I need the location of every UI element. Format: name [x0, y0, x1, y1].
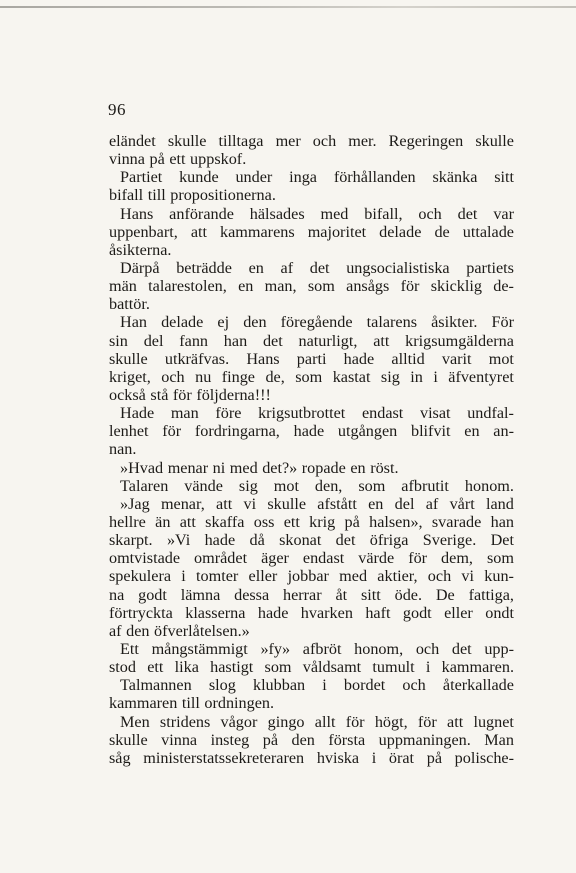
word: skulle [109, 730, 148, 749]
word: i [433, 367, 438, 386]
word: af [425, 494, 439, 513]
word: och [415, 639, 440, 658]
word: det?» [262, 458, 298, 477]
word: han [490, 512, 514, 531]
word: stod [109, 658, 136, 677]
word: talarens [366, 313, 417, 332]
word: Talmannen [120, 676, 192, 695]
word: skulle [267, 494, 307, 513]
word: det [262, 331, 283, 350]
word: bordet [343, 676, 386, 695]
word: bifall, [364, 204, 403, 223]
word: ropade [301, 458, 346, 477]
page-number: 96 [108, 100, 126, 119]
word: an- [493, 422, 514, 441]
word: den [126, 621, 150, 640]
word: mångstämmigt [151, 639, 248, 658]
word: polische- [454, 748, 514, 767]
word: de- [493, 277, 514, 296]
word: skicklig [430, 277, 482, 296]
word: krigsutbrottet [258, 404, 346, 423]
word: krig [309, 512, 336, 531]
word: dem, [441, 549, 473, 568]
word: uppmaningen. [378, 730, 471, 749]
word: öfverlåtelsen.» [154, 621, 250, 640]
word: inga [289, 168, 317, 187]
word: nan. [109, 440, 137, 459]
word: haft [365, 603, 391, 622]
word: sig [238, 476, 258, 495]
word: eländet [109, 132, 156, 150]
word: mot [488, 349, 514, 368]
word: ej [217, 313, 230, 332]
word: vi [461, 567, 475, 586]
word: för [345, 712, 365, 731]
word: godt [402, 603, 432, 622]
word: som [264, 658, 292, 677]
body-text [109, 132, 514, 767]
word: vi [243, 494, 257, 513]
word: det [451, 639, 472, 658]
word: »fy» [260, 639, 291, 658]
word: Men [120, 712, 150, 731]
word: sig [380, 367, 400, 386]
word: mer. [348, 132, 377, 150]
word: hade [343, 349, 375, 368]
word: skaffa [205, 512, 245, 531]
word: ett [147, 658, 164, 677]
word: honom, [354, 639, 404, 658]
word: af [280, 258, 294, 277]
word: fann [179, 331, 209, 350]
word: ansågs [346, 277, 390, 296]
text-line [109, 150, 514, 168]
word: i [371, 748, 377, 767]
text-line [109, 422, 514, 440]
word: »Jag [120, 494, 150, 513]
text-line [109, 477, 514, 495]
word: före [215, 404, 242, 423]
text-line [109, 513, 514, 531]
word: ett [283, 512, 300, 531]
word: nu [195, 367, 212, 386]
word: skänka [432, 168, 478, 187]
word: tomter [196, 567, 239, 586]
word: honom. [464, 476, 514, 495]
word: äfventyret [448, 367, 514, 386]
word: hade [257, 603, 289, 622]
word: med [339, 567, 368, 586]
word: och [161, 367, 185, 386]
word: det [457, 204, 478, 223]
word: klubban [252, 676, 306, 695]
word: slog [208, 676, 236, 695]
word: under [235, 168, 273, 187]
word: utgången [337, 422, 398, 441]
word: första [328, 730, 366, 749]
word: återkallade [442, 676, 514, 695]
word: svarade [431, 512, 482, 531]
text-line [109, 368, 514, 386]
word: godt [138, 585, 167, 604]
text-line [109, 658, 514, 676]
word: Man [484, 730, 514, 749]
word: våldsamt [302, 658, 362, 677]
word: afstått [317, 494, 357, 513]
word: mot [273, 476, 299, 495]
word: delade [379, 222, 422, 241]
word: parti [296, 349, 327, 368]
text-line [109, 241, 514, 259]
text-line [109, 713, 514, 731]
word: undfal- [467, 404, 514, 423]
word: åsikter. [431, 313, 478, 332]
text-line [109, 223, 514, 241]
word: värde [358, 549, 395, 568]
word: naturligt, [298, 331, 358, 350]
word: vände [184, 476, 223, 495]
word: män [109, 277, 137, 296]
word: allt [314, 712, 336, 731]
text-line [109, 731, 514, 749]
word: kammarens [220, 222, 295, 241]
text-line [109, 259, 514, 277]
word: propositionerna. [170, 186, 276, 205]
text-line [109, 313, 514, 331]
word: aktier, [377, 567, 418, 586]
word: hade [204, 531, 236, 550]
word: partiets [466, 258, 514, 277]
text-line [109, 404, 514, 422]
word: lenhet [109, 422, 149, 441]
word: de, [265, 367, 285, 386]
word: då [249, 531, 265, 550]
word: och [418, 204, 442, 223]
text-line [109, 640, 514, 658]
word: tilltaga [218, 132, 264, 150]
word: ordningen. [204, 694, 275, 713]
word: förtryckta [109, 603, 173, 622]
word: hastigt [210, 658, 254, 677]
word: på [149, 150, 165, 169]
word: stå [150, 385, 169, 404]
word: herrar [283, 585, 322, 604]
word: till [181, 694, 200, 713]
word: vågor [220, 712, 258, 731]
word: och [312, 132, 337, 150]
word: att [179, 512, 196, 531]
word: endast [302, 549, 345, 568]
text-line [109, 350, 514, 368]
word: krigsumgälderna [405, 331, 514, 350]
word: dessa [234, 585, 270, 604]
word: hälsades [249, 204, 305, 223]
word: blifvit [410, 422, 451, 441]
text-line [109, 459, 514, 477]
word: Partiet [120, 168, 163, 187]
text-line [109, 277, 514, 295]
word: sitt [360, 585, 381, 604]
word: skulle [109, 349, 148, 368]
word: att [190, 222, 207, 241]
text-line [109, 332, 514, 350]
word: fattiga, [468, 585, 514, 604]
word: ungsocialistiska [346, 258, 450, 277]
word: land [486, 494, 514, 513]
text-line [109, 205, 514, 223]
word: var [493, 204, 514, 223]
word: man [170, 404, 199, 423]
word: vinna [161, 730, 198, 749]
word: omtvistade [109, 549, 181, 568]
word: kastat [332, 367, 371, 386]
word: äger [261, 549, 289, 568]
word: som [358, 476, 386, 495]
word: lugnet [473, 712, 514, 731]
word: afbröt [302, 639, 342, 658]
word: kammaren [109, 694, 178, 713]
word: uppenbart, [109, 222, 178, 241]
text-line [109, 676, 514, 694]
text-line [109, 622, 514, 640]
text-line [109, 549, 514, 567]
word: med [320, 204, 349, 223]
word: vinna [109, 150, 145, 169]
word: Regeringen [388, 132, 464, 150]
text-line [109, 168, 514, 186]
word: förhållanden [333, 168, 416, 187]
word: örat [388, 748, 415, 767]
word: med [229, 458, 258, 477]
text-line [109, 295, 514, 313]
word: öde. [394, 585, 423, 604]
word: Hans [120, 204, 154, 223]
text-line [109, 567, 514, 585]
word: skonat [279, 531, 322, 550]
word: Han [120, 313, 147, 332]
word: i [181, 567, 186, 586]
word: beträdde [176, 258, 232, 277]
word: till [147, 186, 166, 205]
word: på [426, 748, 442, 767]
word: insteg [210, 730, 250, 749]
word: afbrutit [401, 476, 449, 495]
word: battör. [109, 295, 150, 314]
word: som [307, 277, 335, 296]
word: klasserna [185, 603, 246, 622]
word: ni [212, 458, 226, 477]
page-top-edge [0, 6, 576, 8]
text-line [109, 749, 514, 767]
word: hade [293, 422, 325, 441]
text-line [109, 132, 514, 150]
word: och [427, 567, 452, 586]
word: hviska [316, 748, 360, 767]
word: halsen», [369, 512, 423, 531]
word: att [216, 494, 233, 513]
text-line [109, 694, 514, 712]
word: fordringarna, [194, 422, 280, 441]
word: en [248, 258, 264, 277]
word: hvarken [300, 603, 353, 622]
word: ministerstatssekreteraren [143, 748, 305, 767]
word: för [172, 385, 192, 404]
word: endast [361, 404, 404, 423]
word: »Hvad [120, 458, 164, 477]
word: den [291, 730, 315, 749]
word: spekulera [109, 567, 172, 586]
text-line [109, 531, 514, 549]
word: än [155, 512, 171, 531]
word: lika [174, 658, 199, 677]
word: på [344, 512, 360, 531]
word: för [400, 277, 420, 296]
word: röst. [370, 458, 399, 477]
word: eller [248, 567, 278, 586]
word: han [223, 331, 248, 350]
word: menar, [160, 494, 205, 513]
word: Sverige. [422, 531, 477, 550]
word: Ett [120, 639, 139, 658]
word: för [417, 712, 437, 731]
word: att [373, 331, 390, 350]
text-line [109, 440, 514, 458]
word: af [109, 621, 122, 640]
word: lämna [180, 585, 221, 604]
word: det [309, 258, 330, 277]
word: skarpt. [109, 531, 153, 550]
word: del [394, 494, 415, 513]
word: i [425, 658, 431, 677]
word: skulle [475, 132, 514, 150]
word: mer [275, 132, 301, 150]
word: uttalade [462, 222, 514, 241]
word: också [109, 385, 146, 404]
word: som [486, 549, 514, 568]
word: Det [490, 531, 514, 550]
text-line [109, 386, 514, 404]
word: varit [441, 349, 472, 368]
word: högt, [374, 712, 408, 731]
word: en [350, 458, 366, 477]
word: För [491, 313, 514, 332]
word: för [408, 549, 428, 568]
word: vårt [449, 494, 475, 513]
word: tumult [372, 658, 415, 677]
word: bifall [109, 186, 144, 205]
word: man, [264, 277, 297, 296]
word: det [335, 531, 356, 550]
word: kriget, [109, 367, 151, 386]
word: majoritet [307, 222, 367, 241]
word: jobbar [287, 567, 329, 586]
word: och [402, 676, 426, 695]
word: De [435, 585, 455, 604]
word: åt [335, 585, 348, 604]
word: delade [161, 313, 204, 332]
word: sin [109, 331, 128, 350]
word: öfriga [369, 531, 409, 550]
word: såg [109, 748, 131, 767]
word: i [322, 676, 327, 695]
word: åsikterna. [109, 240, 172, 259]
text-line [109, 186, 514, 204]
word: skulle [167, 132, 207, 150]
word: för [162, 422, 182, 441]
word: som [295, 367, 323, 386]
word: talarestolen, [148, 277, 227, 296]
word: hellre [109, 512, 146, 531]
text-line [109, 604, 514, 622]
word: visat [419, 404, 451, 423]
word: stridens [159, 712, 211, 731]
word: den [243, 313, 267, 332]
word: del [143, 331, 164, 350]
word: menar [167, 458, 209, 477]
word: kammaren. [441, 658, 514, 677]
word: alltid [391, 349, 425, 368]
word: följderna!!! [196, 385, 271, 404]
word: på [262, 730, 278, 749]
word: ondt [485, 603, 514, 622]
word: uppskof. [190, 150, 247, 169]
word: Hade [120, 404, 155, 423]
word: en [238, 277, 254, 296]
word: gingo [267, 712, 305, 731]
word: »Vi [166, 531, 191, 550]
word: anförande [169, 204, 234, 223]
word: den, [314, 476, 343, 495]
word: en [368, 494, 384, 513]
word: in [410, 367, 423, 386]
word: Därpå [120, 258, 160, 277]
word: de [434, 222, 450, 241]
word: en [464, 422, 480, 441]
word: Talaren [120, 476, 169, 495]
text-line [109, 495, 514, 513]
word: utkräfvas. [164, 349, 230, 368]
word: finge [221, 367, 255, 386]
word: Hans [246, 349, 280, 368]
word: oss [253, 512, 275, 531]
word: na [109, 585, 125, 604]
text-line [109, 586, 514, 604]
word: sitt [494, 168, 514, 187]
word: upp- [484, 639, 514, 658]
word: att [447, 712, 464, 731]
word: eller [444, 603, 473, 622]
word: föregående [280, 313, 353, 332]
word: kunde [179, 168, 219, 187]
word: ett [169, 150, 186, 169]
word: kun- [484, 567, 514, 586]
word: området [194, 549, 248, 568]
